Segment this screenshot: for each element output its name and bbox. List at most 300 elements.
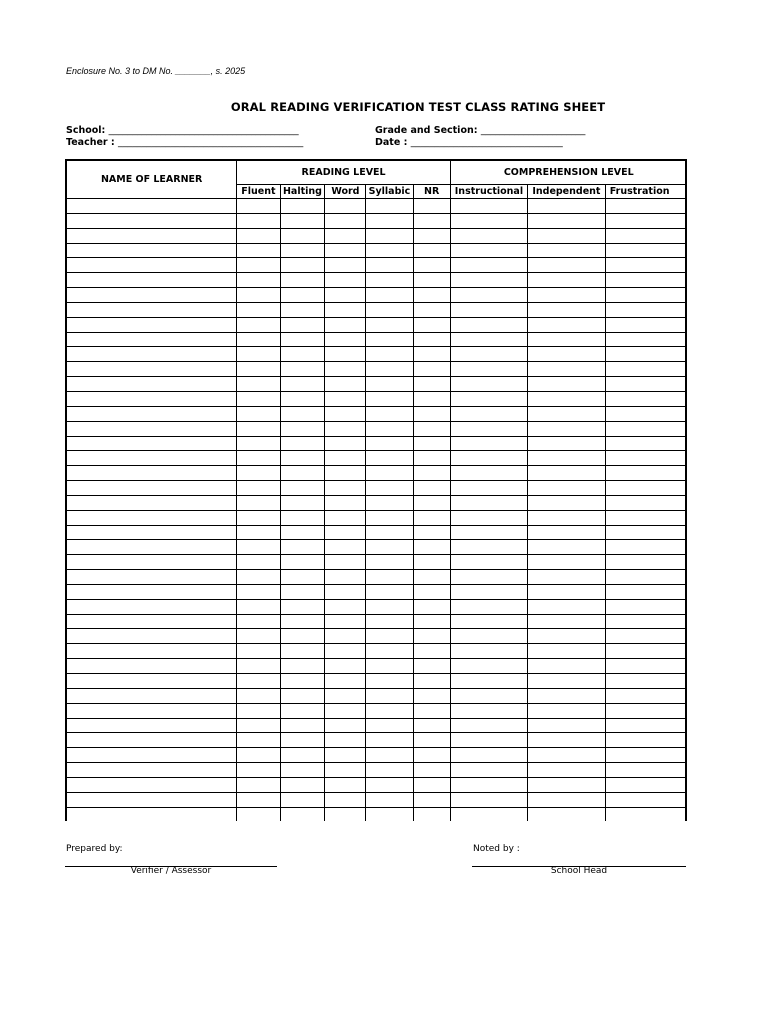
rating-cell[interactable] [450, 466, 527, 481]
rating-cell[interactable] [413, 748, 450, 763]
rating-cell[interactable] [605, 540, 686, 555]
rating-cell[interactable] [280, 792, 325, 807]
rating-cell[interactable] [280, 763, 325, 778]
rating-cell[interactable] [528, 718, 606, 733]
rating-cell[interactable] [450, 525, 527, 540]
rating-cell[interactable] [413, 199, 450, 214]
rating-cell[interactable] [366, 748, 413, 763]
rating-cell[interactable] [366, 807, 413, 821]
rating-cell[interactable] [605, 258, 686, 273]
rating-cell[interactable] [413, 228, 450, 243]
rating-cell[interactable] [325, 377, 366, 392]
rating-cell[interactable] [325, 777, 366, 792]
rating-cell[interactable] [528, 807, 606, 821]
rating-cell[interactable] [528, 792, 606, 807]
rating-cell[interactable] [325, 644, 366, 659]
rating-cell[interactable] [237, 436, 280, 451]
rating-cell[interactable] [325, 495, 366, 510]
rating-cell[interactable] [237, 406, 280, 421]
rating-cell[interactable] [413, 406, 450, 421]
rating-cell[interactable] [280, 466, 325, 481]
rating-cell[interactable] [605, 436, 686, 451]
rating-cell[interactable] [280, 481, 325, 496]
rating-cell[interactable] [280, 228, 325, 243]
rating-cell[interactable] [528, 763, 606, 778]
rating-cell[interactable] [413, 777, 450, 792]
rating-cell[interactable] [366, 570, 413, 585]
rating-cell[interactable] [450, 763, 527, 778]
learner-name-cell[interactable] [66, 258, 237, 273]
rating-cell[interactable] [605, 406, 686, 421]
rating-cell[interactable] [413, 733, 450, 748]
learner-name-cell[interactable] [66, 466, 237, 481]
rating-cell[interactable] [325, 792, 366, 807]
rating-cell[interactable] [237, 599, 280, 614]
rating-cell[interactable] [413, 391, 450, 406]
learner-name-cell[interactable] [66, 599, 237, 614]
rating-cell[interactable] [325, 421, 366, 436]
rating-cell[interactable] [450, 377, 527, 392]
rating-cell[interactable] [280, 451, 325, 466]
rating-cell[interactable] [413, 273, 450, 288]
rating-cell[interactable] [280, 302, 325, 317]
rating-cell[interactable] [366, 644, 413, 659]
learner-name-cell[interactable] [66, 391, 237, 406]
rating-cell[interactable] [366, 406, 413, 421]
rating-cell[interactable] [366, 659, 413, 674]
rating-cell[interactable] [450, 228, 527, 243]
rating-cell[interactable] [605, 213, 686, 228]
rating-cell[interactable] [237, 718, 280, 733]
rating-cell[interactable] [366, 555, 413, 570]
rating-cell[interactable] [280, 629, 325, 644]
rating-cell[interactable] [605, 763, 686, 778]
rating-cell[interactable] [280, 688, 325, 703]
rating-cell[interactable] [237, 362, 280, 377]
rating-cell[interactable] [528, 317, 606, 332]
rating-cell[interactable] [413, 718, 450, 733]
rating-cell[interactable] [280, 659, 325, 674]
rating-cell[interactable] [450, 362, 527, 377]
rating-cell[interactable] [237, 495, 280, 510]
learner-name-cell[interactable] [66, 228, 237, 243]
rating-cell[interactable] [325, 540, 366, 555]
rating-cell[interactable] [366, 228, 413, 243]
rating-cell[interactable] [450, 451, 527, 466]
rating-cell[interactable] [450, 599, 527, 614]
rating-cell[interactable] [237, 273, 280, 288]
rating-cell[interactable] [413, 807, 450, 821]
rating-cell[interactable] [605, 421, 686, 436]
rating-cell[interactable] [237, 555, 280, 570]
learner-name-cell[interactable] [66, 540, 237, 555]
rating-cell[interactable] [280, 258, 325, 273]
rating-cell[interactable] [280, 614, 325, 629]
learner-name-cell[interactable] [66, 733, 237, 748]
rating-cell[interactable] [605, 703, 686, 718]
rating-cell[interactable] [450, 243, 527, 258]
rating-cell[interactable] [325, 347, 366, 362]
rating-cell[interactable] [605, 733, 686, 748]
rating-cell[interactable] [413, 421, 450, 436]
rating-cell[interactable] [237, 688, 280, 703]
rating-cell[interactable] [528, 584, 606, 599]
rating-cell[interactable] [450, 421, 527, 436]
rating-cell[interactable] [413, 540, 450, 555]
learner-name-cell[interactable] [66, 302, 237, 317]
rating-cell[interactable] [237, 659, 280, 674]
rating-cell[interactable] [366, 466, 413, 481]
rating-cell[interactable] [280, 421, 325, 436]
learner-name-cell[interactable] [66, 347, 237, 362]
rating-cell[interactable] [413, 377, 450, 392]
rating-cell[interactable] [366, 317, 413, 332]
rating-cell[interactable] [413, 570, 450, 585]
rating-cell[interactable] [366, 510, 413, 525]
rating-cell[interactable] [413, 659, 450, 674]
rating-cell[interactable] [450, 718, 527, 733]
learner-name-cell[interactable] [66, 481, 237, 496]
rating-cell[interactable] [280, 347, 325, 362]
rating-cell[interactable] [366, 777, 413, 792]
rating-cell[interactable] [605, 570, 686, 585]
rating-cell[interactable] [325, 317, 366, 332]
rating-cell[interactable] [450, 481, 527, 496]
learner-name-cell[interactable] [66, 273, 237, 288]
rating-cell[interactable] [366, 584, 413, 599]
rating-cell[interactable] [366, 481, 413, 496]
rating-cell[interactable] [280, 288, 325, 303]
rating-cell[interactable] [528, 644, 606, 659]
rating-cell[interactable] [413, 288, 450, 303]
rating-cell[interactable] [280, 748, 325, 763]
learner-name-cell[interactable] [66, 406, 237, 421]
rating-cell[interactable] [605, 288, 686, 303]
rating-cell[interactable] [325, 688, 366, 703]
rating-cell[interactable] [366, 718, 413, 733]
rating-cell[interactable] [450, 391, 527, 406]
learner-name-cell[interactable] [66, 317, 237, 332]
rating-cell[interactable] [605, 243, 686, 258]
rating-cell[interactable] [325, 599, 366, 614]
rating-cell[interactable] [413, 451, 450, 466]
rating-cell[interactable] [366, 614, 413, 629]
rating-cell[interactable] [280, 332, 325, 347]
rating-cell[interactable] [237, 674, 280, 689]
rating-cell[interactable] [605, 510, 686, 525]
rating-cell[interactable] [366, 792, 413, 807]
rating-cell[interactable] [450, 629, 527, 644]
rating-cell[interactable] [413, 674, 450, 689]
rating-cell[interactable] [280, 391, 325, 406]
rating-cell[interactable] [528, 228, 606, 243]
rating-cell[interactable] [450, 540, 527, 555]
rating-cell[interactable] [450, 792, 527, 807]
rating-cell[interactable] [605, 748, 686, 763]
learner-name-cell[interactable] [66, 332, 237, 347]
rating-cell[interactable] [450, 273, 527, 288]
rating-cell[interactable] [366, 391, 413, 406]
rating-cell[interactable] [366, 243, 413, 258]
rating-cell[interactable] [237, 525, 280, 540]
learner-name-cell[interactable] [66, 718, 237, 733]
rating-cell[interactable] [280, 540, 325, 555]
rating-cell[interactable] [325, 525, 366, 540]
rating-cell[interactable] [528, 288, 606, 303]
rating-cell[interactable] [325, 763, 366, 778]
learner-name-cell[interactable] [66, 763, 237, 778]
rating-cell[interactable] [237, 228, 280, 243]
rating-cell[interactable] [413, 243, 450, 258]
rating-cell[interactable] [325, 243, 366, 258]
rating-cell[interactable] [237, 644, 280, 659]
rating-cell[interactable] [237, 510, 280, 525]
rating-cell[interactable] [325, 718, 366, 733]
rating-cell[interactable] [280, 362, 325, 377]
rating-cell[interactable] [528, 213, 606, 228]
learner-name-cell[interactable] [66, 629, 237, 644]
rating-cell[interactable] [280, 644, 325, 659]
rating-cell[interactable] [325, 332, 366, 347]
rating-cell[interactable] [605, 599, 686, 614]
rating-cell[interactable] [366, 273, 413, 288]
rating-cell[interactable] [528, 436, 606, 451]
rating-cell[interactable] [325, 584, 366, 599]
learner-name-cell[interactable] [66, 213, 237, 228]
learner-name-cell[interactable] [66, 421, 237, 436]
learner-name-cell[interactable] [66, 674, 237, 689]
rating-cell[interactable] [237, 258, 280, 273]
rating-cell[interactable] [280, 510, 325, 525]
rating-cell[interactable] [450, 614, 527, 629]
rating-cell[interactable] [413, 584, 450, 599]
learner-name-cell[interactable] [66, 570, 237, 585]
rating-cell[interactable] [413, 258, 450, 273]
rating-cell[interactable] [413, 703, 450, 718]
rating-cell[interactable] [237, 792, 280, 807]
rating-cell[interactable] [325, 629, 366, 644]
rating-cell[interactable] [528, 451, 606, 466]
rating-cell[interactable] [605, 807, 686, 821]
rating-cell[interactable] [325, 362, 366, 377]
rating-cell[interactable] [280, 570, 325, 585]
rating-cell[interactable] [450, 510, 527, 525]
rating-cell[interactable] [605, 674, 686, 689]
rating-cell[interactable] [280, 703, 325, 718]
rating-cell[interactable] [528, 495, 606, 510]
rating-cell[interactable] [366, 763, 413, 778]
rating-cell[interactable] [280, 599, 325, 614]
rating-cell[interactable] [605, 495, 686, 510]
rating-cell[interactable] [450, 495, 527, 510]
rating-cell[interactable] [605, 629, 686, 644]
rating-cell[interactable] [237, 763, 280, 778]
rating-cell[interactable] [280, 273, 325, 288]
rating-cell[interactable] [237, 302, 280, 317]
rating-cell[interactable] [528, 659, 606, 674]
rating-cell[interactable] [237, 584, 280, 599]
learner-name-cell[interactable] [66, 495, 237, 510]
rating-cell[interactable] [325, 570, 366, 585]
rating-cell[interactable] [366, 525, 413, 540]
rating-cell[interactable] [605, 273, 686, 288]
rating-cell[interactable] [325, 228, 366, 243]
rating-cell[interactable] [325, 199, 366, 214]
rating-cell[interactable] [280, 495, 325, 510]
learner-name-cell[interactable] [66, 288, 237, 303]
rating-cell[interactable] [237, 451, 280, 466]
rating-cell[interactable] [605, 228, 686, 243]
rating-cell[interactable] [450, 317, 527, 332]
rating-cell[interactable] [450, 644, 527, 659]
rating-cell[interactable] [605, 466, 686, 481]
rating-cell[interactable] [280, 777, 325, 792]
rating-cell[interactable] [450, 584, 527, 599]
rating-cell[interactable] [366, 362, 413, 377]
rating-cell[interactable] [413, 763, 450, 778]
rating-cell[interactable] [366, 495, 413, 510]
rating-cell[interactable] [325, 258, 366, 273]
learner-name-cell[interactable] [66, 807, 237, 821]
rating-cell[interactable] [605, 688, 686, 703]
rating-cell[interactable] [325, 807, 366, 821]
rating-cell[interactable] [450, 570, 527, 585]
rating-cell[interactable] [605, 659, 686, 674]
rating-cell[interactable] [280, 377, 325, 392]
rating-cell[interactable] [528, 674, 606, 689]
rating-cell[interactable] [366, 733, 413, 748]
rating-cell[interactable] [366, 213, 413, 228]
rating-cell[interactable] [325, 288, 366, 303]
rating-cell[interactable] [528, 377, 606, 392]
rating-cell[interactable] [366, 288, 413, 303]
rating-cell[interactable] [605, 332, 686, 347]
rating-cell[interactable] [366, 347, 413, 362]
rating-cell[interactable] [366, 436, 413, 451]
rating-cell[interactable] [413, 644, 450, 659]
learner-name-cell[interactable] [66, 451, 237, 466]
rating-cell[interactable] [528, 199, 606, 214]
rating-cell[interactable] [237, 347, 280, 362]
rating-cell[interactable] [237, 629, 280, 644]
rating-cell[interactable] [450, 406, 527, 421]
rating-cell[interactable] [450, 213, 527, 228]
rating-cell[interactable] [280, 317, 325, 332]
rating-cell[interactable] [366, 540, 413, 555]
rating-cell[interactable] [413, 213, 450, 228]
rating-cell[interactable] [605, 481, 686, 496]
rating-cell[interactable] [450, 347, 527, 362]
rating-cell[interactable] [528, 332, 606, 347]
rating-cell[interactable] [450, 332, 527, 347]
rating-cell[interactable] [325, 555, 366, 570]
rating-cell[interactable] [325, 213, 366, 228]
rating-cell[interactable] [413, 317, 450, 332]
rating-cell[interactable] [237, 391, 280, 406]
rating-cell[interactable] [366, 199, 413, 214]
rating-cell[interactable] [605, 302, 686, 317]
rating-cell[interactable] [325, 466, 366, 481]
rating-cell[interactable] [528, 733, 606, 748]
learner-name-cell[interactable] [66, 584, 237, 599]
rating-cell[interactable] [605, 391, 686, 406]
rating-cell[interactable] [325, 273, 366, 288]
rating-cell[interactable] [237, 807, 280, 821]
rating-cell[interactable] [528, 555, 606, 570]
rating-cell[interactable] [450, 748, 527, 763]
rating-cell[interactable] [528, 273, 606, 288]
rating-cell[interactable] [605, 377, 686, 392]
learner-name-cell[interactable] [66, 792, 237, 807]
rating-cell[interactable] [528, 748, 606, 763]
rating-cell[interactable] [280, 807, 325, 821]
rating-cell[interactable] [605, 451, 686, 466]
rating-cell[interactable] [605, 777, 686, 792]
rating-cell[interactable] [528, 525, 606, 540]
rating-cell[interactable] [325, 614, 366, 629]
rating-cell[interactable] [450, 733, 527, 748]
rating-cell[interactable] [450, 674, 527, 689]
learner-name-cell[interactable] [66, 644, 237, 659]
rating-cell[interactable] [605, 614, 686, 629]
rating-cell[interactable] [325, 391, 366, 406]
rating-cell[interactable] [413, 629, 450, 644]
rating-cell[interactable] [325, 451, 366, 466]
rating-cell[interactable] [413, 792, 450, 807]
rating-cell[interactable] [605, 525, 686, 540]
rating-cell[interactable] [528, 258, 606, 273]
learner-name-cell[interactable] [66, 614, 237, 629]
rating-cell[interactable] [366, 599, 413, 614]
rating-cell[interactable] [450, 807, 527, 821]
rating-cell[interactable] [605, 644, 686, 659]
rating-cell[interactable] [528, 703, 606, 718]
rating-cell[interactable] [528, 243, 606, 258]
rating-cell[interactable] [237, 199, 280, 214]
rating-cell[interactable] [325, 406, 366, 421]
rating-cell[interactable] [366, 629, 413, 644]
rating-cell[interactable] [237, 733, 280, 748]
rating-cell[interactable] [237, 466, 280, 481]
rating-cell[interactable] [413, 332, 450, 347]
rating-cell[interactable] [605, 347, 686, 362]
rating-cell[interactable] [528, 688, 606, 703]
rating-cell[interactable] [413, 510, 450, 525]
learner-name-cell[interactable] [66, 659, 237, 674]
rating-cell[interactable] [450, 436, 527, 451]
rating-cell[interactable] [605, 718, 686, 733]
rating-cell[interactable] [528, 347, 606, 362]
rating-cell[interactable] [528, 362, 606, 377]
rating-cell[interactable] [413, 614, 450, 629]
rating-cell[interactable] [450, 199, 527, 214]
rating-cell[interactable] [413, 466, 450, 481]
rating-cell[interactable] [528, 570, 606, 585]
rating-cell[interactable] [450, 703, 527, 718]
learner-name-cell[interactable] [66, 555, 237, 570]
learner-name-cell[interactable] [66, 243, 237, 258]
rating-cell[interactable] [413, 555, 450, 570]
rating-cell[interactable] [450, 288, 527, 303]
rating-cell[interactable] [237, 614, 280, 629]
rating-cell[interactable] [413, 347, 450, 362]
rating-cell[interactable] [325, 733, 366, 748]
rating-cell[interactable] [325, 674, 366, 689]
rating-cell[interactable] [528, 540, 606, 555]
rating-cell[interactable] [528, 421, 606, 436]
rating-cell[interactable] [366, 703, 413, 718]
rating-cell[interactable] [528, 406, 606, 421]
